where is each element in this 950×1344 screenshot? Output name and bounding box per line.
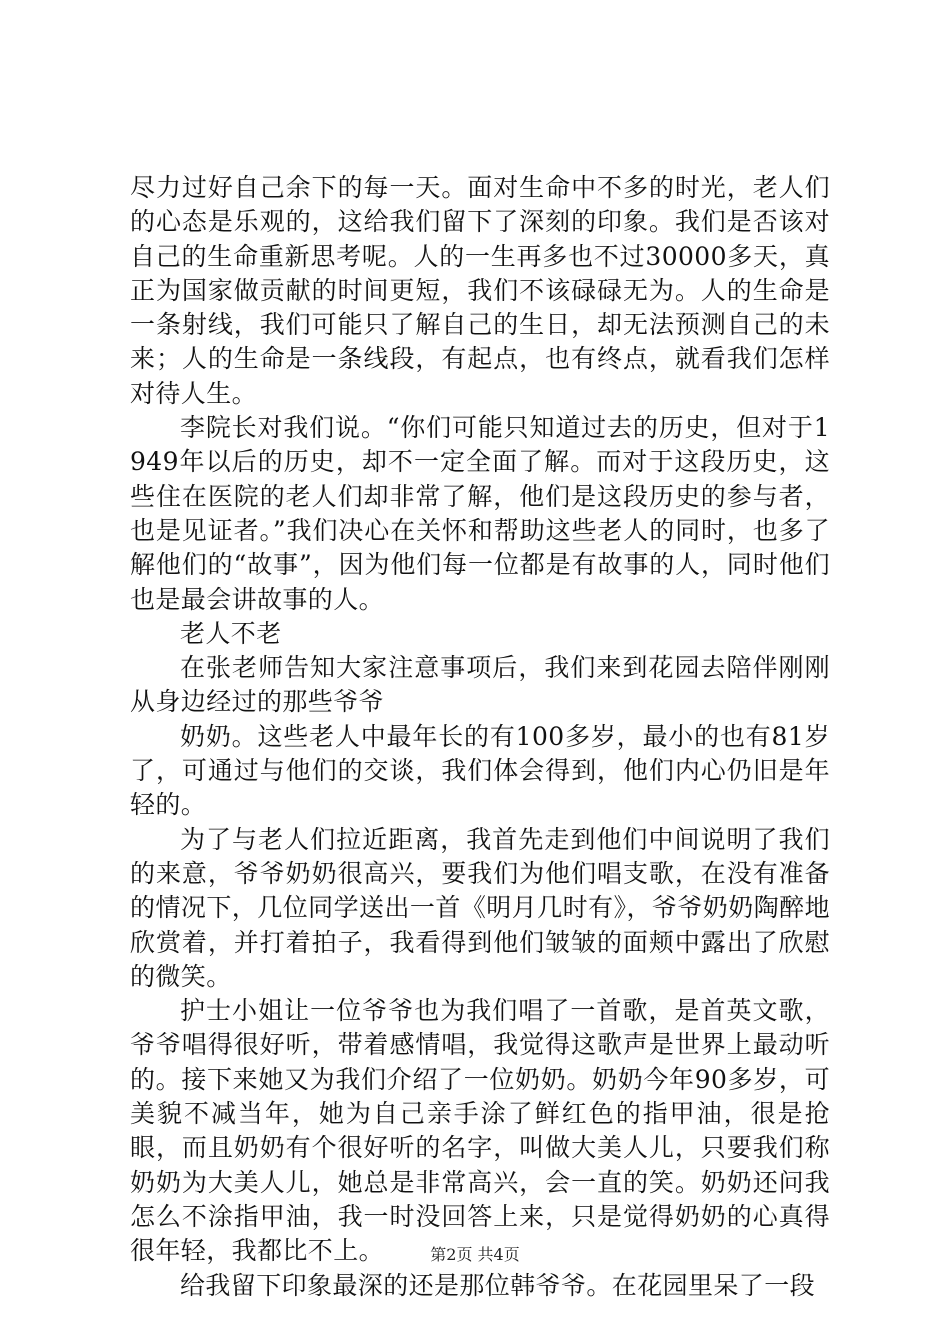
paragraph-7: 给我留下印象最深的还是那位韩爷爷。在花园里呆了一段 (180, 1270, 816, 1300)
paragraph-4: 奶奶。这些老人中最年长的有100多岁，最小的也有81岁了，可通过与他们的交谈，我们体会得到，他们内心仍旧是年轻的。 (130, 721, 830, 820)
paragraph-1: 尽力过好自己余下的每一天。面对生命中不多的时光，老人们的心态是乐观的，这给我们留下了深刻的印象。我们是否该对自己的生命重新思考呢。人的一生再多也不过30000多天，真正为国家做贡献的时间更短，我们不该碌碌无为。人的生命是一条射线，我们可能只了解自己的生日，却无法预测自己的未来；人的生命是一条线段，有起点，也有终点，就看我们怎样对待人生。 (130, 173, 830, 408)
paragraph-2: 李院长对我们说。“你们可能只知道过去的历史，但对于1949年以后的历史，却不一定全面了解。而对于这段历史，这些住在医院的老人们却非常了解，他们是这段历史的参与者，也是见证者。”我们决心在关怀和帮助这些老人的同时，也多了解他们的“故事”，因为他们每一位都是有故事的人，同时他们也是最会讲故事的人。 (130, 413, 830, 614)
paragraph-6: 护士小姐让一位爷爷也为我们唱了一首歌，是首英文歌，爷爷唱得很好听，带着感情唱，我觉得这歌声是世界上最动听的。接下来她又为我们介绍了一位奶奶。奶奶今年90多岁，可美貌不减当年，她为自己亲手涂了鲜红色的指甲油，很是抢眼，而且奶奶有个很好听的名字，叫做大美人儿，只要我们称奶奶为大美人儿，她总是非常高兴，会一直的笑。奶奶还问我怎么不涂指甲油，我一时没回答上来，只是觉得奶奶的心真得很年轻，我都比不上。 (130, 996, 830, 1266)
document-body (130, 171, 830, 1303)
section-heading: 老人不老 (180, 618, 282, 648)
paragraph-3: 在张老师告知大家注意事项后，我们来到花园去陪伴刚刚从身边经过的那些爷爷 (130, 653, 830, 717)
page-footer: 第2页 共4页 (430, 1245, 520, 1264)
paragraph-5: 为了与老人们拉近距离，我首先走到他们中间说明了我们的来意，爷爷奶奶很高兴，要我们为他们唱支歌，在没有准备的情况下，几位同学送出一首《明月几时有》，爷爷奶奶陶醉地欣赏着，并打着拍子，我看得到他们皱皱的面颊中露出了欣慰的微笑。 (130, 824, 830, 991)
